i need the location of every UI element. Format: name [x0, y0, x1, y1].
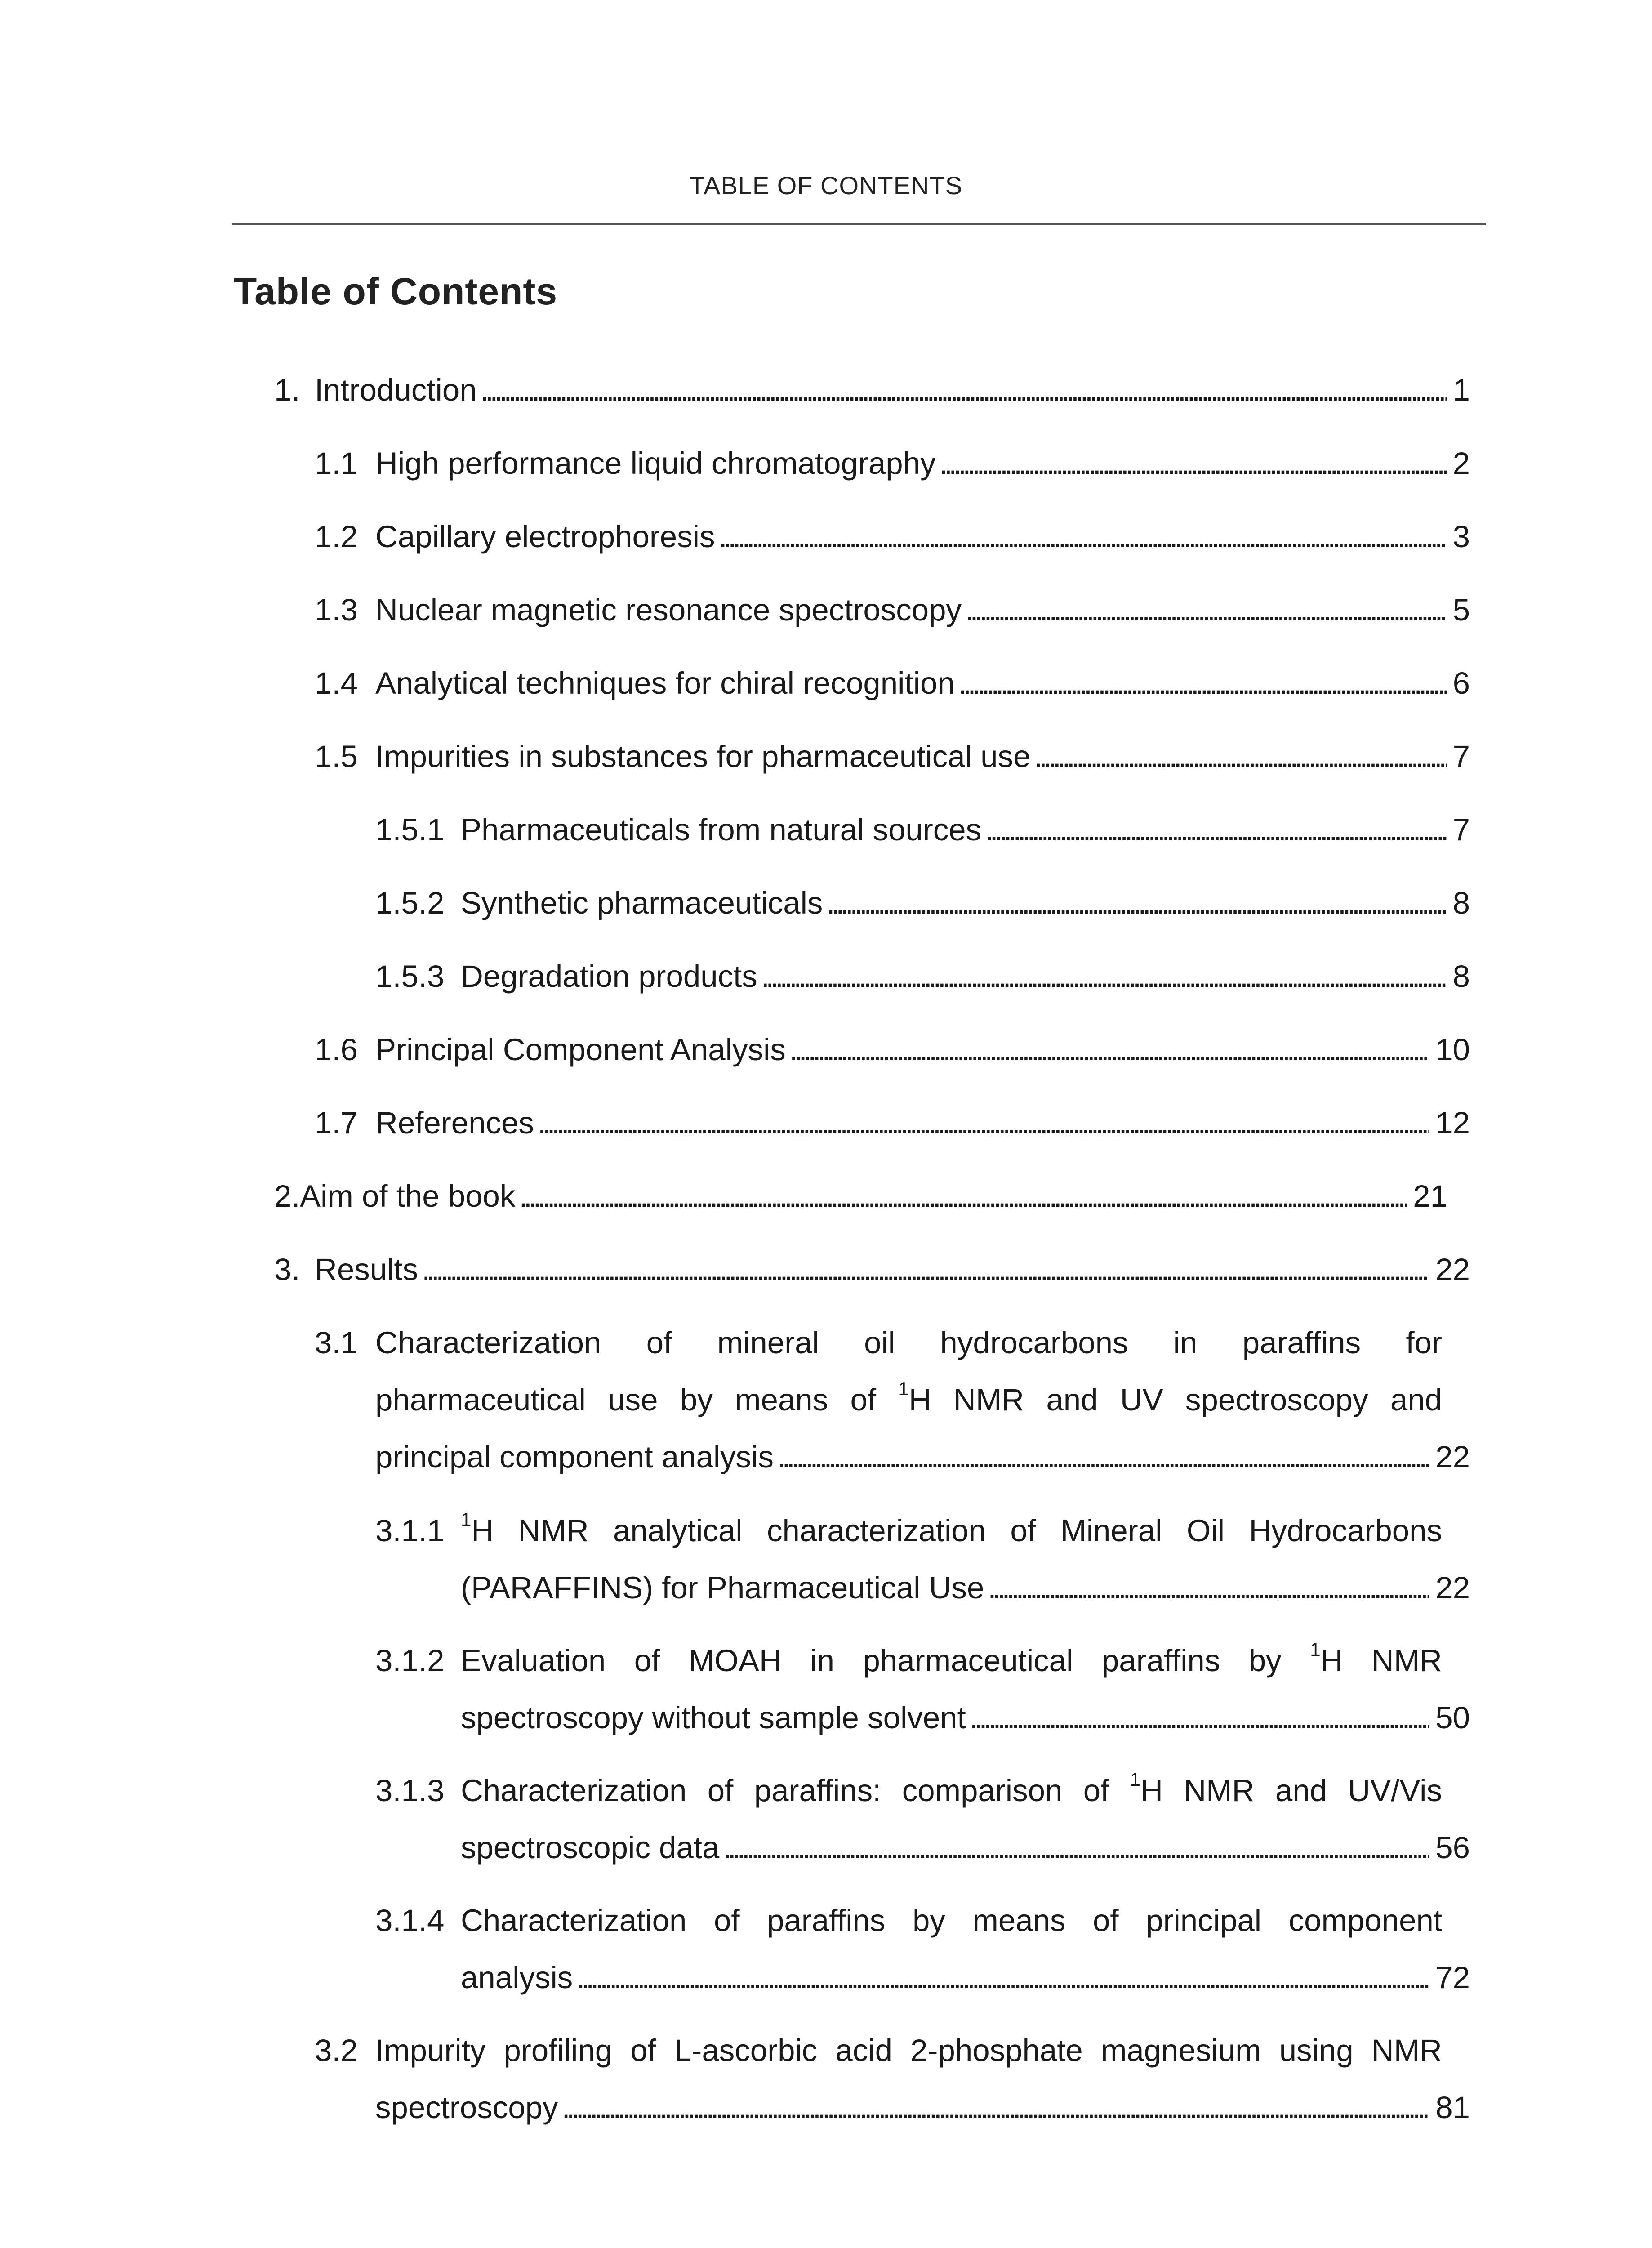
- page-title: Table of Contents: [234, 270, 558, 312]
- toc-entry-number: 3.1.4: [375, 1903, 445, 1938]
- toc-entry-number: 1.4: [315, 666, 358, 700]
- toc-entry-page: 22: [1435, 1252, 1470, 1287]
- toc-entry-number: 1.: [274, 373, 300, 407]
- toc-entry-page: 6: [1452, 666, 1470, 700]
- toc-entry-page: 8: [1452, 959, 1470, 994]
- toc-entry-number: 1.3: [315, 593, 358, 627]
- dot-leader: [965, 581, 1447, 638]
- toc-entry-page: 7: [1452, 739, 1470, 774]
- toc-entry-page: 2: [1452, 446, 1470, 481]
- toc-entry-page: 21: [1413, 1179, 1447, 1213]
- toc-entry-title: High performance liquid chromatography: [375, 446, 936, 481]
- dot-leader: [576, 1949, 1429, 2006]
- toc-entry-title-line: Characterization of paraffins: comparison of $^1$H NMR and UV/Vis: [461, 1769, 1442, 1808]
- toc-entry-title: spectroscopic data: [461, 1830, 720, 1865]
- dot-leader: [422, 1241, 1429, 1298]
- toc-entry-title-line: pharmaceutical use by means of $^1$H NMR and UV spectroscopy and: [375, 1378, 1442, 1417]
- dot-leader: [481, 361, 1447, 419]
- toc-entry-number: 1.5.3: [375, 959, 445, 994]
- toc-entry-title: References: [375, 1106, 534, 1140]
- dot-leader: [761, 948, 1447, 1005]
- toc-entry-3-1-4[interactable]: [375, 1892, 1470, 2006]
- toc-entry-page: 81: [1435, 2090, 1470, 2125]
- toc-entry-number: 3.: [274, 1252, 300, 1287]
- toc-entry-title: spectroscopy without sample solvent: [461, 1700, 966, 1735]
- dot-leader: [939, 435, 1446, 492]
- toc-entry-title: (PARAFFINS) for Pharmaceutical Use: [461, 1570, 984, 1605]
- toc-entry-title-line: $^1$H NMR analytical characterization of Mineral Oil Hydrocarbons: [461, 1509, 1442, 1548]
- toc-entry-number: 1.7: [315, 1106, 358, 1140]
- toc-entry-page: 22: [1435, 1440, 1470, 1474]
- dot-leader: [789, 1021, 1429, 1078]
- toc-entry-title: Results: [315, 1252, 419, 1287]
- toc-entry-1-4[interactable]: [315, 655, 1470, 712]
- toc-entry-1-5[interactable]: [315, 728, 1470, 785]
- superscript-1: 1: [461, 1509, 472, 1530]
- toc-entry-number: 3.1.1: [375, 1513, 445, 1548]
- toc-entry-title: Degradation products: [461, 959, 757, 994]
- toc-entry-1-7[interactable]: [315, 1094, 1470, 1151]
- dot-leader: [723, 1819, 1429, 1876]
- dot-leader: [562, 2079, 1429, 2136]
- running-head: TABLE OF CONTENTS: [689, 171, 963, 200]
- toc-entry-3[interactable]: [274, 1241, 1470, 1298]
- dot-leader: [719, 508, 1447, 565]
- toc-entry-1-5-2[interactable]: [375, 874, 1470, 932]
- toc-entry-number: 1.5.2: [375, 886, 445, 920]
- toc-entry-page: 1: [1452, 373, 1470, 407]
- toc-entry-3-2[interactable]: [315, 2022, 1470, 2136]
- toc-entry-number: 2.: [274, 1179, 300, 1213]
- toc-entry-page: 8: [1452, 886, 1470, 920]
- toc-entry-3-1-3[interactable]: [375, 1762, 1470, 1876]
- toc-entry-number: 1.6: [315, 1032, 358, 1067]
- toc-entry-number: 3.2: [315, 2033, 358, 2068]
- toc-entry-title-line: Impurity profiling of L-ascorbic acid 2-phosphate magnesium using NMR: [375, 2033, 1442, 2068]
- toc-entry-number: 3.1.3: [375, 1773, 445, 1808]
- toc-entry-1-6[interactable]: [315, 1021, 1470, 1078]
- toc-entry-title: principal component analysis: [375, 1440, 774, 1474]
- toc-entry-title: Nuclear magnetic resonance spectroscopy: [375, 593, 962, 627]
- toc-entry-number: 1.1: [315, 446, 358, 481]
- toc-entry-number: 1.5: [315, 739, 358, 774]
- toc-entry-page: 12: [1435, 1106, 1470, 1140]
- toc-entry-title: Principal Component Analysis: [375, 1032, 786, 1067]
- toc-entry-number: 3.1.2: [375, 1643, 445, 1678]
- toc-entry-title-line: Characterization of mineral oil hydrocarbons in paraffins for: [375, 1325, 1442, 1360]
- toc-entry-page: 5: [1452, 593, 1470, 627]
- toc-entry-1-1[interactable]: [315, 435, 1470, 492]
- dot-leader: [988, 1559, 1429, 1616]
- toc-entry-1-5-1[interactable]: [375, 801, 1470, 858]
- toc-entry-1-5-3[interactable]: [375, 948, 1470, 1005]
- toc-entry-title: Aim of the book: [300, 1179, 516, 1213]
- toc-entry-page: 10: [1435, 1032, 1470, 1067]
- toc-entry-number: 3.1: [315, 1325, 358, 1360]
- toc-entry-3-1-2[interactable]: [375, 1632, 1470, 1746]
- toc-entry-page: 3: [1452, 519, 1470, 554]
- toc-entry-title-line: Evaluation of MOAH in pharmaceutical paraffins by $^1$H NMR: [461, 1639, 1442, 1678]
- toc-entry-page: 22: [1435, 1570, 1470, 1605]
- toc-entry-title: Introduction: [315, 373, 477, 407]
- toc-entry-title: Analytical techniques for chiral recognition: [375, 666, 955, 700]
- toc-entry-title: Impurities in substances for pharmaceutical use: [375, 739, 1031, 774]
- dot-leader: [958, 655, 1447, 712]
- dot-leader: [1034, 728, 1446, 785]
- dot-leader: [826, 874, 1446, 932]
- toc-entry-title: spectroscopy: [375, 2090, 558, 2125]
- superscript-1: 1: [898, 1378, 909, 1399]
- dot-leader: [985, 801, 1446, 858]
- toc-entry-title: Capillary electrophoresis: [375, 519, 715, 554]
- toc-entry-number: 1.5.1: [375, 812, 445, 847]
- dot-leader: [970, 1689, 1429, 1746]
- toc-entry-page: 72: [1435, 1960, 1470, 1995]
- toc-entry-3-1[interactable]: [315, 1314, 1470, 1485]
- superscript-1: 1: [1310, 1639, 1321, 1660]
- toc-entry-1-2[interactable]: [315, 508, 1470, 565]
- toc-entry-number: 1.2: [315, 519, 358, 554]
- superscript-1: 1: [1130, 1769, 1141, 1790]
- toc-entry-title-line: Characterization of paraffins by means of principal component: [461, 1903, 1442, 1938]
- toc-entry-title: Synthetic pharmaceuticals: [461, 886, 823, 920]
- toc-entry-title: Pharmaceuticals from natural sources: [461, 812, 982, 847]
- dot-leader: [777, 1428, 1429, 1485]
- toc-entry-2[interactable]: [274, 1168, 1447, 1225]
- toc-entry-1[interactable]: [274, 361, 1470, 419]
- toc-entry-1-3[interactable]: [315, 581, 1470, 638]
- toc-entry-page: 56: [1435, 1830, 1470, 1865]
- dot-leader: [538, 1094, 1429, 1151]
- toc-entry-title: analysis: [461, 1960, 573, 1995]
- header-rule: [232, 223, 1486, 225]
- dot-leader: [519, 1168, 1407, 1225]
- toc-entry-page: 50: [1435, 1700, 1470, 1735]
- toc-entry-3-1-1[interactable]: [375, 1502, 1470, 1616]
- toc-entry-page: 7: [1452, 812, 1470, 847]
